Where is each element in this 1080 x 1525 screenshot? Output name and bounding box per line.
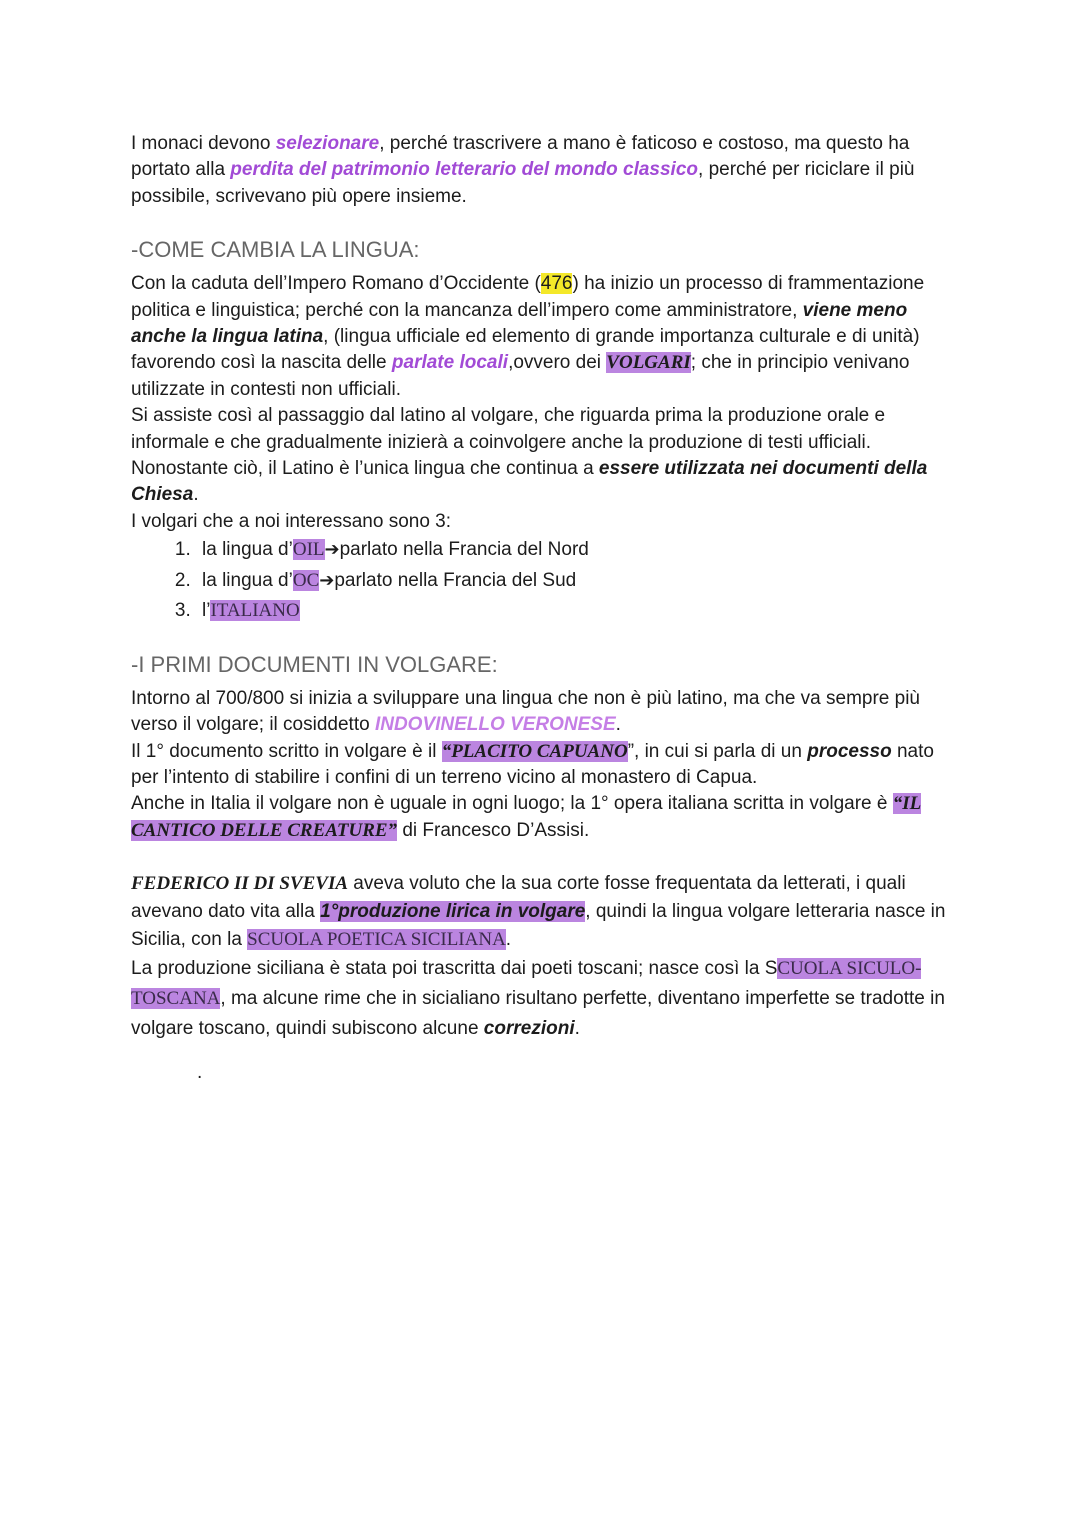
arrow-right-icon: ➔ xyxy=(324,539,340,561)
paragraph-chiesa: Nonostante ciò, il Latino è l’unica lingua che continua a essere utilizzata nei documenti della Chiesa. xyxy=(131,458,928,506)
document-body xyxy=(131,131,961,1044)
highlight-cantico: “IL CANTICO DELLE CREATURE” xyxy=(131,793,922,841)
highlight-placito: “PLACITO CAPUANO xyxy=(441,740,628,762)
arrow-right-icon: ➔ xyxy=(319,569,335,591)
paragraph-volgari-intro: I volgari che a noi interessano sono 3: xyxy=(131,510,452,532)
emphasis-selezionare: selezionare xyxy=(275,133,380,154)
list-item: 2. la lingua d’OC➔parlato nella Francia del Sud xyxy=(196,566,961,597)
paragraph-siculo-toscana: La produzione siciliana è stata poi trascritta dai poeti toscani; nasce così la SCUOLA SICULO-TOSCANA, ma alcune rime che in sicialiano risultano perfette, diventano imperfette se tradotte in volgare toscano, quindi subiscono alcune correzioni. xyxy=(131,958,945,1040)
paragraph-indovinello: Intorno al 700/800 si inizia a sviluppare una lingua che non è più latino, ma che va sempre più verso il volgare; il cosiddetto INDOVINELLO VERONESE. xyxy=(131,687,921,736)
emphasis-parlate-locali: parlate locali xyxy=(391,352,509,374)
emphasis-indovinello: INDOVINELLO VERONESE xyxy=(374,714,616,736)
highlight-siculo-toscana: CUOLA SICULO-TOSCANA xyxy=(131,958,922,1010)
paragraph-monaci: I monaci devono selezionare, perché trascrivere a mano è faticoso e costoso, ma questo ha portato alla perdita del patrimonio letterario del mondo classico, perché per riciclare il più possibile, scrivevano più opere insieme. xyxy=(131,133,915,207)
highlight-volgari: VOLGARI xyxy=(606,352,691,374)
list-item: 1. la lingua d’OIL➔parlato nella Francia del Nord xyxy=(196,535,961,566)
paragraph-cantico: Anche in Italia il volgare non è uguale in ogni luogo; la 1° opera italiana scritta in volgare è “IL CANTICO DELLE CREATURE” di Francesco D’Assisi. xyxy=(131,793,922,841)
emphasis-perdita: perdita del patrimonio letterario del mondo classico xyxy=(230,159,699,181)
highlight-year: 476 xyxy=(540,273,573,295)
volgari-list xyxy=(131,535,961,627)
section-heading-lingua: -COME CAMBIA LA LINGUA: xyxy=(131,237,420,263)
stray-dot: . xyxy=(197,1062,203,1083)
section-heading-documenti: -I PRIMI DOCUMENTI IN VOLGARE: xyxy=(131,651,498,677)
list-item: 3. l’ITALIANO xyxy=(196,596,961,627)
paragraph-placito: Il 1° documento scritto in volgare è il “PLACITO CAPUANO”, in cui si parla di un processo nato per l’intento di stabilire i confini di un terreno vicino al monastero di Capua. xyxy=(131,740,934,788)
paragraph-federico: FEDERICO II DI SVEVIA aveva voluto che la sua corte fosse frequentata da letterati, i quali avevano dato vita alla 1°produzione lirica in volgare, quindi la lingua volgare letteraria nasce in Sicilia, con la SCUOLA POETICA SICILIANA. xyxy=(131,873,946,951)
emphasis-federico: FEDERICO II DI SVEVIA xyxy=(131,873,349,895)
highlight-scuola-siciliana: SCUOLA POETICA SICILIANA xyxy=(247,929,506,951)
paragraph-caduta-impero: Con la caduta dell’Impero Romano d’Occidente (476) ha inizio un processo di frammentazione politica e linguistica; perché con la mancanza dell’impero come amministratore, viene meno anche la lingua latina, (lingua ufficiale ed elemento di grande importanza culturale e di unità) favorendo così la nascita delle parlate locali,ovvero dei VOLGARI; che in principio venivano utilizzate in contesti non ufficiali. xyxy=(131,273,925,400)
paragraph-passaggio: Si assiste così al passaggio dal latino al volgare, che riguarda prima la produzione orale e informale e che gradualmente inizierà a coinvolgere anche la produzione di testi ufficiali. xyxy=(131,405,886,453)
highlight-produzione-lirica: 1°produzione lirica in volgare xyxy=(320,901,586,923)
